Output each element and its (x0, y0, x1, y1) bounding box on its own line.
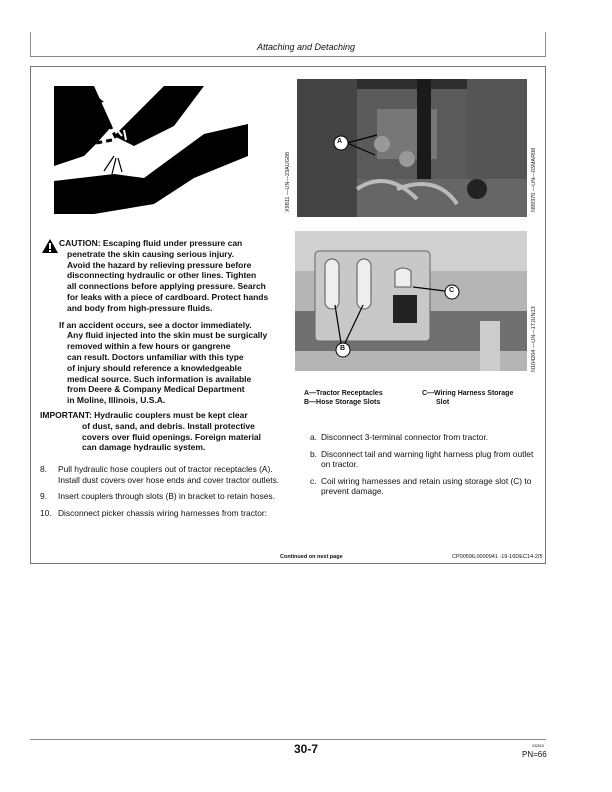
callout-a: A (337, 138, 343, 145)
legend-a: A—Tractor Receptacles (304, 390, 383, 397)
caution-paragraph-2: If an accident occurs, see a doctor immediately. Any fluid injected into the skin must be surgically removed within a few hours or gangrene can result. Doctors unfamiliar with this type of injury should reference a knowledgeable medical source. Such information is available from Deere & Company Medical Department in Moline, Illinois, U.S.A. (59, 319, 268, 406)
warning-triangle-icon (42, 239, 58, 253)
hose-storage-bracket-photo (295, 231, 527, 371)
photo2-code: N104204 —UN—17JUN13 (531, 306, 537, 372)
list-item: 10. Disconnect picker chassis wiring harnesses from tractor: (40, 507, 267, 518)
figure-legend (304, 389, 544, 407)
legend-c-cont: Slot (436, 399, 450, 406)
caution-block (42, 238, 287, 406)
page-header-title: Attaching and Detaching (256, 42, 356, 52)
list-item: c. Coil wiring harnesses and retain using storage slot (C) to prevent damage. (310, 475, 532, 496)
callout-c: C (449, 287, 455, 294)
high-pressure-warning-illustration (54, 86, 248, 214)
caution-paragraph-1: CAUTION: Escaping fluid under pressure can penetrate the skin causing serious injury. Avoid the hazard by relieving pressure before disconnecting hydraulic or other lines. Tighten all connections before applying pressure. Search for leaks with a piece of cardboard. Protect hands and body from high-pressure fluids. (59, 238, 269, 313)
tractor-receptacles-photo (297, 79, 527, 217)
callout-b: B (340, 345, 346, 352)
continued-note: Continued on next page (280, 554, 343, 560)
list-item: a. Disconnect 3-terminal connector from tractor. (310, 432, 489, 442)
footer-small-code: 032615 (532, 744, 544, 748)
document-reference: CP00596,0000941 -19-16DEC14-2/5 (452, 554, 543, 560)
procedure-steps (40, 464, 285, 524)
photo1-code: N99370 —UN—03MAR08 (531, 147, 537, 212)
important-notice: IMPORTANT: Hydraulic couplers must be kept clear of dust, sand, and debris. Install protective covers over fluid openings. Foreign material can damage hydraulic system. (40, 410, 262, 453)
footer-rule (30, 739, 546, 740)
legend-b: B—Hose Storage Slots (304, 399, 381, 406)
legend-c: C—Wiring Harness Storage (422, 390, 514, 397)
warning-image-code: X9811 —UN—23AUG88 (285, 151, 291, 212)
list-item: b. Disconnect tail and warning light harness plug from outlet on tractor. (310, 448, 534, 469)
list-item: 8. Pull hydraulic hose couplers out of tractor receptacles (A). Install dust covers over hose ends and cover tractor outlets. (40, 464, 280, 485)
page-number: 30-7 (293, 742, 319, 756)
list-item: 9. Insert couplers through slots (B) in bracket to retain hoses. (40, 491, 275, 501)
pn-number: PN=66 (522, 750, 547, 759)
harness-substeps (310, 432, 540, 503)
